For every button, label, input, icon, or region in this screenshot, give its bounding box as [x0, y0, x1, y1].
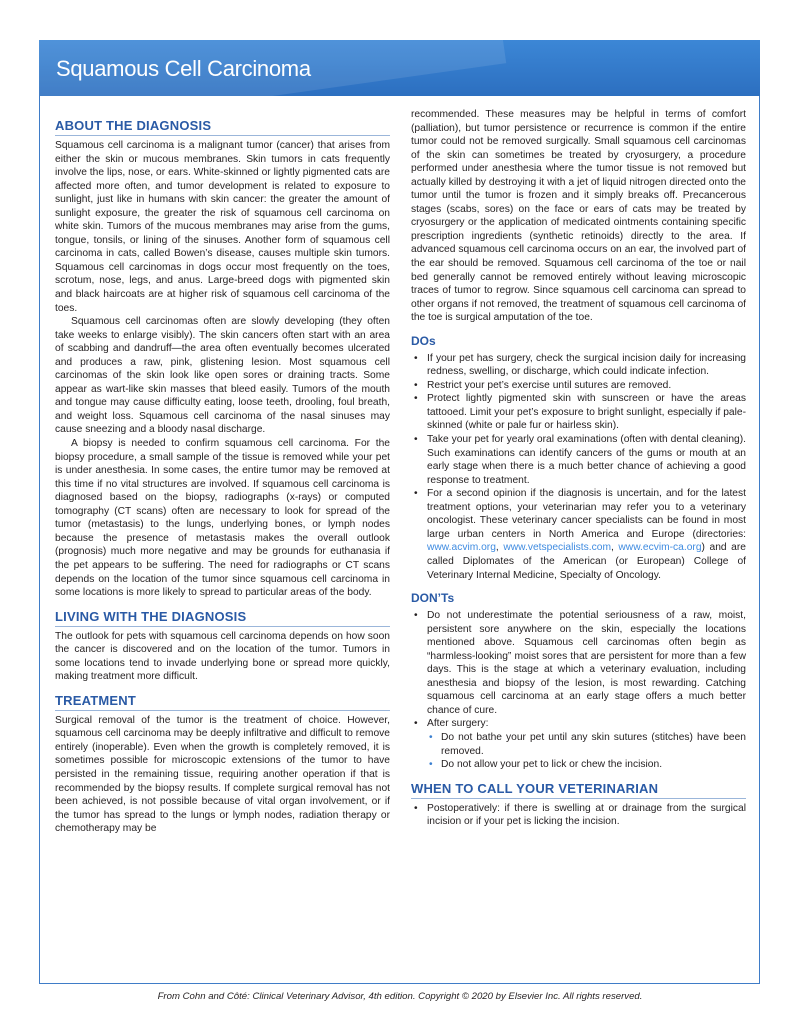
- right-column: [411, 108, 746, 829]
- donts-heading: DON’Ts: [411, 591, 455, 606]
- link-separator: ,: [495, 542, 504, 554]
- call-list: [411, 802, 746, 829]
- footer-book-title: Clinical Veterinary Advisor: [252, 991, 364, 1002]
- donts-subitem: • Do not allow your pet to lick or chew the incision.: [411, 758, 746, 772]
- copyright-footer: [0, 991, 800, 1002]
- link-separator: ,: [610, 542, 619, 554]
- dos-item: • Protect lightly pigmented skin with sunscreen or have the areas tattooed. Limit your pet’s exposure to bright sunlight, especially if pale-skinned (white or pale fur or hairless skin).: [411, 392, 746, 433]
- treatment-heading: TREATMENT: [55, 693, 390, 711]
- donts-list: [411, 609, 746, 731]
- acvim-link[interactable]: www.acvim.org: [427, 542, 496, 554]
- dos-item-referral: [411, 487, 746, 582]
- treatment-paragraph-continued: recommended. These measures may be helpful in terms of comfort (palliation), but tumor persistence or recurrence is common if the entire tumor could not be removed surgically. Small squamous cell carcinomas of the skin can sometimes be treated by cryosurgery, a procedure performed under anesthesia where the tumor tissue is not removed but actually killed by destroying it with a jet of liquid nitrogen directed onto the tumor until the tumor is frozen and it simply breaks off. Precancerous stages (scabs, sores) on the face or ears of cats may be treated by cryosurgery or the application of medicated ointments containing specific prescription ingredients (synthetic retinoids) directly to the area. If advanced squamous cell carcinoma occurs on an ear, the involved part of the ear should be removed. Squamous cell carcinoma of the toe or nail bed generally cannot be removed entirely without leaving microscopic traces of tumor to regrow. Since squamous cell carcinoma can spread to other organs if not removed, the treatment of squamous cell carcinoma of the toe is surgical amputation of the toe.: [411, 109, 746, 324]
- dos-heading: DOs: [411, 333, 436, 348]
- about-paragraph-2: Squamous cell carcinomas often are slowly developing (they often take weeks to enlarge visibly). The skin cancers often start with an area of scabbing and dandruff—the area often eventually becomes ulcerated and produces a raw, pink, glistening lesion. Most squamous cell carcinomas of the skin look like open sores or draining tracts. Some appear as wart-like skin masses that bleed easily. Tumors of the mouth and tongue may cause difficulty eating, loose teeth, drooling, foul breath, and weight loss. Squamous cell carcinoma of the nasal sinuses may cause sneezing and a bloody nasal discharge.: [55, 316, 390, 436]
- dos-item-text: For a second opinion if the diagnosis is uncertain, and for the latest treatment options, your veterinarian may refer you to a veterinary oncologist. These veterinary cancer specialists can be found in most large urban centers in North America and Europe (directories:: [427, 488, 746, 540]
- dos-list: [411, 352, 746, 582]
- dos-item: • If your pet has surgery, check the surgical incision daily for increasing redness, swelling, or discharge, which could indicate infection.: [411, 352, 746, 379]
- vetspecialists-link[interactable]: www.vetspecialists.com: [503, 542, 611, 554]
- ecvim-link[interactable]: www.ecvim-ca.org: [618, 542, 702, 554]
- donts-subitem: • Do not bathe your pet until any skin sutures (stitches) have been removed.: [411, 731, 746, 758]
- about-paragraph-1: Squamous cell carcinoma is a malignant tumor (cancer) that arises from either the skin or mucous membranes. Skin tumors in cats frequently involve the lips, nose, or ears. White-skinned or lightly pigmented cats are affected more often, and tumor development is related to exposure to sunlight, just like in humans with skin cancer: the greater the amount of sunlight exposure, the greater the risk of squamous cell carcinoma on white skin. Tumors of the mucous membranes may arise from the gums, tongue, tonsils, or lining of the sinuses. Another form of squamous cell carcinoma in cats, called Bowen’s disease, causes multiple skin tumors. Squamous cell carcinomas in dogs occur most frequently on the toes, scrotum, nose, legs, and anus. Large-breed dogs with pigmented skin and black haircoats are at higher risk of squamous cell carcinoma of the toes.: [55, 140, 390, 314]
- about-paragraph-3: A biopsy is needed to confirm squamous cell carcinoma. For the biopsy procedure, a small sample of the tissue is removed while your pet is under anesthesia. In some cases, the entire tumor may be removed at this time if no vital structures are involved. If squamous cell carcinoma is diagnosed based on the biopsy, radiographs (x-rays) or computed tomography (CT scans) often are necessary to look for spread of the tumor (metastasis) to the lungs, underlying bones, or lymph nodes because the presence of metastasis makes the overall outlook (prognosis) much more negative and may be grounds for euthanasia if the pet appears to be suffering. The need for radiographs or CT scans depends on the location of the tumor since squamous cell carcinoma in some locations is more likely to spread to particular areas of the body.: [55, 438, 390, 599]
- donts-item: • Do not underestimate the potential seriousness of a raw, moist, persistent sore anywhere on the skin, especially the locations mentioned above. Squamous cell carcinomas often begin as “harmless-looking” moist sores that are persistent for more than a few days. This is the stage at which a veterinary evaluation, including anesthesia and biopsy of the lesion, is most rewarding. Catching squamous cell carcinoma at an early stage offers a much better chance of cure.: [411, 609, 746, 717]
- title-banner: [39, 40, 760, 96]
- dos-item: • Take your pet for yearly oral examinations (often with dental cleaning). Such examinations can identify cancers of the gums or mouth at an early stage when there is a much better chance of achieving a good response to treatment.: [411, 433, 746, 487]
- treatment-paragraph: Surgical removal of the tumor is the treatment of choice. However, squamous cell carcinoma may be deeply infiltrative and difficult to remove entirely (inoperable). Even when the growth is completely removed, it is sometimes possible for microscopic extensions of the tumor to have persisted in the remaining tissue, requiring another operation if that is recommended by the biopsy results. If complete surgical removal has not been achieved, is not possible because of vital organ involvement, or if the tumor has spread to the lungs or lymph nodes, radiation therapy or chemotherapy may be: [55, 714, 390, 835]
- donts-sublist: [411, 731, 746, 772]
- living-heading: LIVING WITH THE DIAGNOSIS: [55, 609, 390, 627]
- living-paragraph: The outlook for pets with squamous cell carcinoma depends on how soon the cancer is discovered and on the location of the tumor. Tumors in some locations tend to invade underlying bone or spread more quickly, making treatment more difficult.: [55, 630, 390, 683]
- left-column: [55, 106, 390, 836]
- page-title: Squamous Cell Carcinoma: [56, 56, 311, 81]
- footer-prefix: From Cohn and Côté:: [157, 991, 253, 1002]
- donts-item: • After surgery:: [411, 717, 746, 731]
- dos-item: • Restrict your pet’s exercise until sutures are removed.: [411, 379, 746, 393]
- about-heading: ABOUT THE DIAGNOSIS: [55, 118, 390, 136]
- call-item: • Postoperatively: if there is swelling at or drainage from the surgical incision or if your pet is licking the incision.: [411, 802, 746, 829]
- footer-suffix: , 4th edition. Copyright © 2020 by Elsevier Inc. All rights reserved.: [363, 991, 643, 1002]
- call-heading: WHEN TO CALL YOUR VETERINARIAN: [411, 781, 746, 799]
- dos-item-text-end: ) and are called Diplomates of the American (or European) College of Veterinary Internal Medicine, Specialty of Oncology.: [427, 542, 746, 581]
